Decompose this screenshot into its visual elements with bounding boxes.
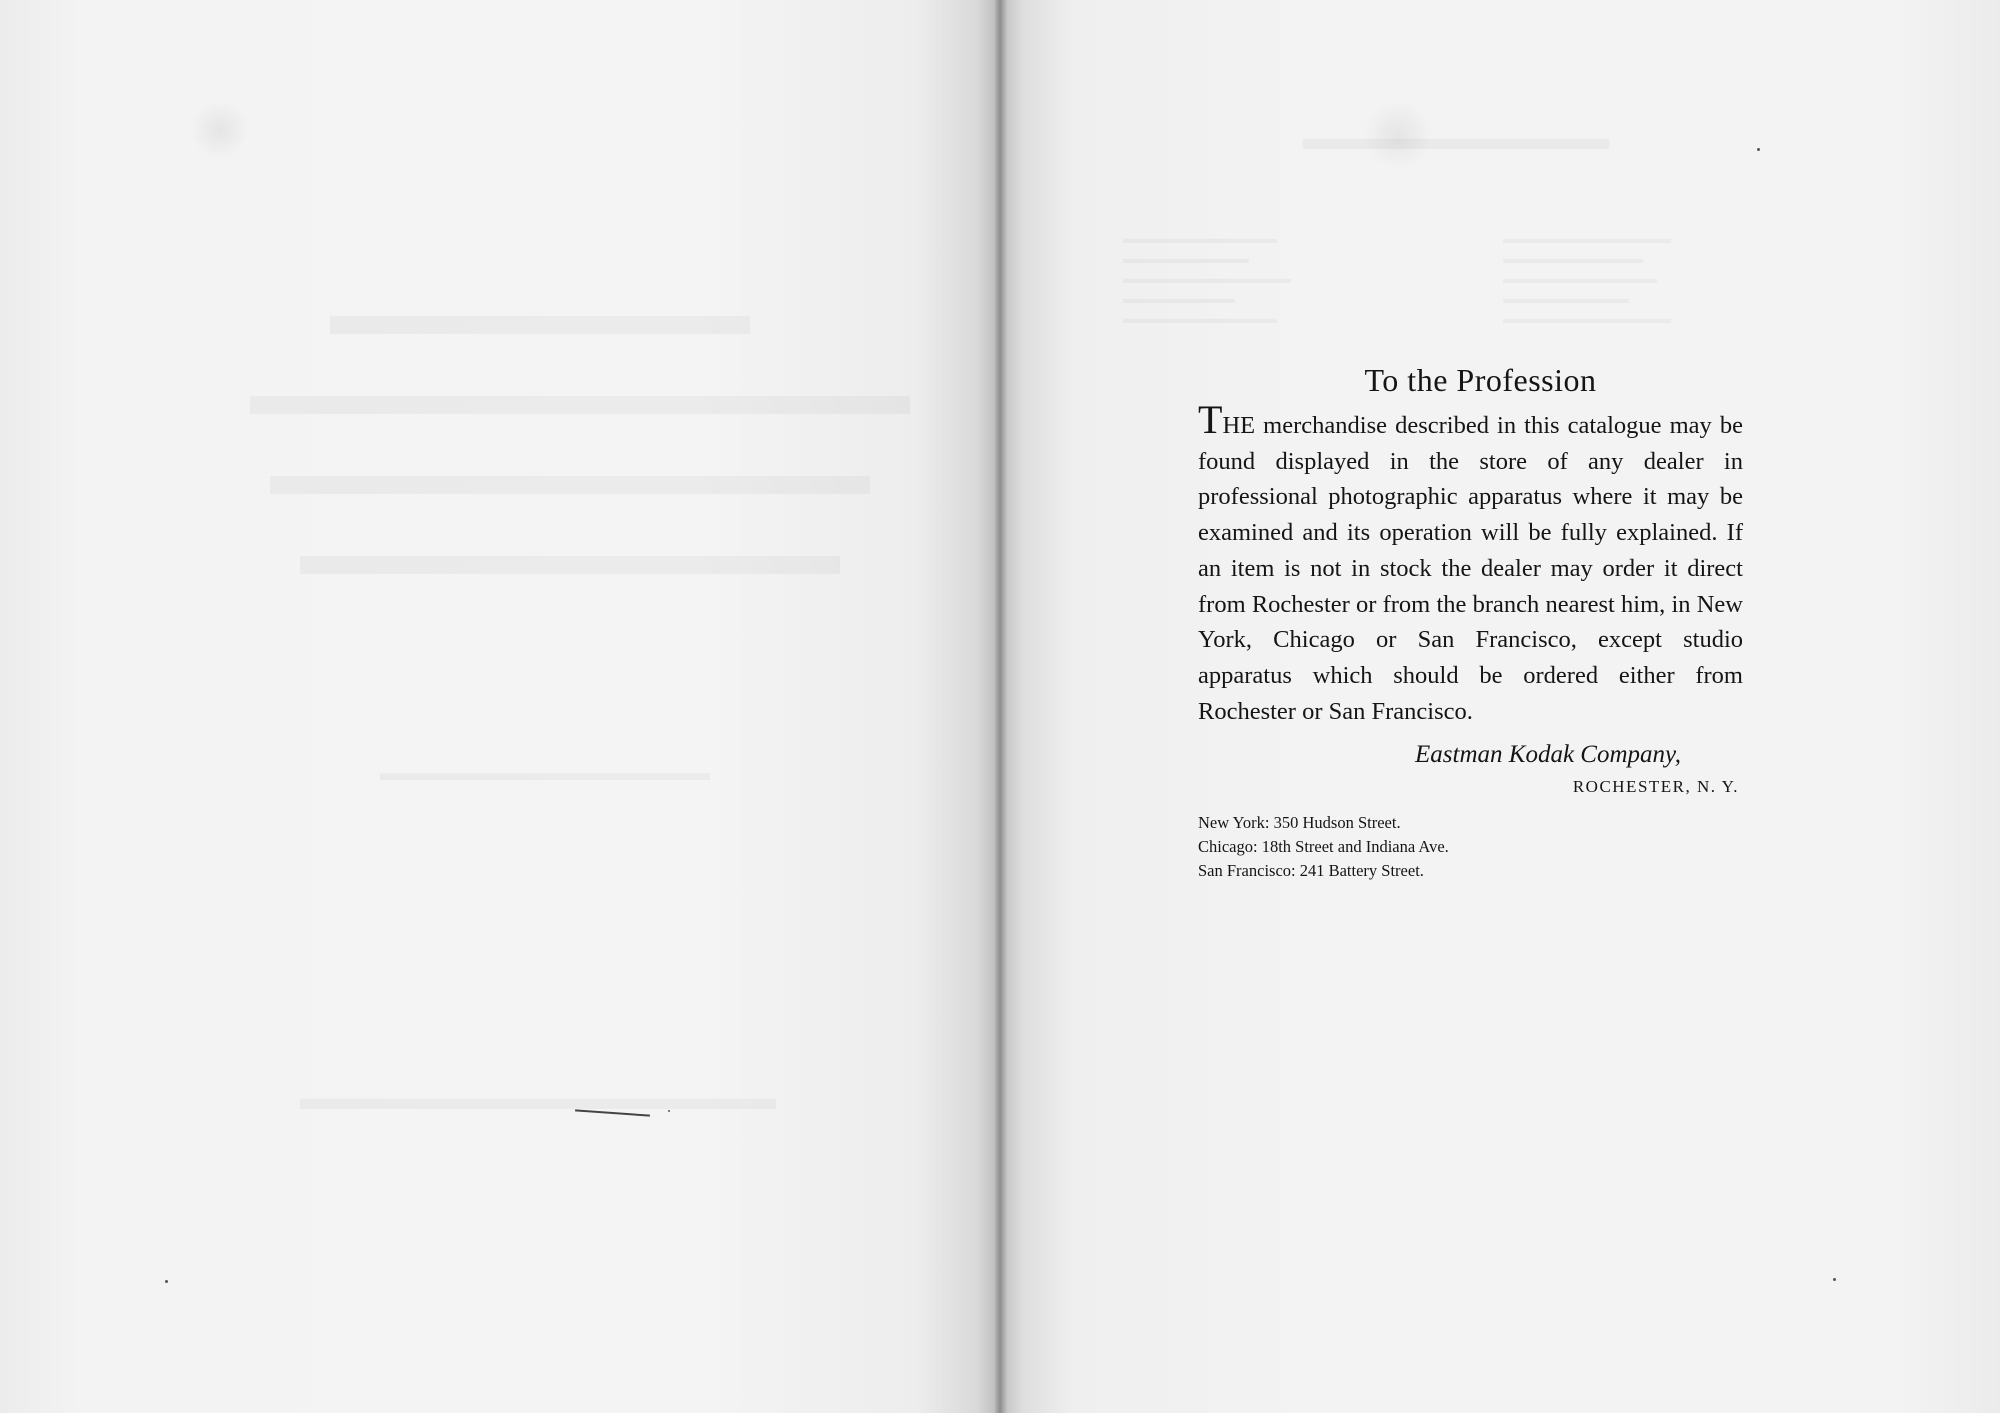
show-through-marks-4 bbox=[300, 520, 840, 589]
page-title: To the Profession bbox=[1364, 362, 1597, 398]
show-through-marks-3 bbox=[270, 440, 870, 509]
book-gutter bbox=[993, 0, 1007, 1413]
show-through-marks-6 bbox=[300, 1080, 776, 1118]
branch-chicago: Chicago: 18th Street and Indiana Ave. bbox=[1198, 837, 1449, 857]
dust-speck bbox=[1833, 1278, 1836, 1281]
show-through-index-column bbox=[1123, 230, 1291, 330]
branch-addresses bbox=[1198, 811, 1743, 883]
branch-new-york: New York: 350 Hudson Street. bbox=[1198, 813, 1401, 833]
dust-speck bbox=[1757, 148, 1760, 151]
notice-paragraph bbox=[1198, 397, 1743, 729]
dust-speck bbox=[668, 1110, 670, 1112]
company-city: ROCHESTER, N. Y. bbox=[1572, 777, 1739, 797]
show-through-index-column-2 bbox=[1503, 230, 1671, 330]
company-signature: Eastman Kodak Company, bbox=[1415, 741, 1681, 769]
show-through-marks-2 bbox=[250, 360, 910, 429]
drop-cap: T bbox=[1198, 397, 1223, 442]
page-stain bbox=[190, 100, 250, 160]
show-through-marks bbox=[330, 280, 750, 349]
left-page-blank bbox=[0, 0, 997, 1413]
show-through-index-title bbox=[1303, 120, 1609, 158]
notice-body-text: HE merchandise described in this catalogue may be found displayed in the store of any dealer in professional photographic apparatus where it may be examined and its operation will be fully explained. If an item is not in stock the dealer may order it direct from Rochester or from the branch nearest him, in New York, Chicago or San Francisco, except studio apparatus which should be ordered either from Rochester or San Francisco. bbox=[1198, 412, 1743, 725]
profession-notice bbox=[1198, 362, 1743, 883]
branch-san-francisco: San Francisco: 241 Battery Street. bbox=[1198, 861, 1424, 881]
show-through-marks-5 bbox=[380, 760, 710, 786]
dust-speck bbox=[165, 1280, 168, 1283]
